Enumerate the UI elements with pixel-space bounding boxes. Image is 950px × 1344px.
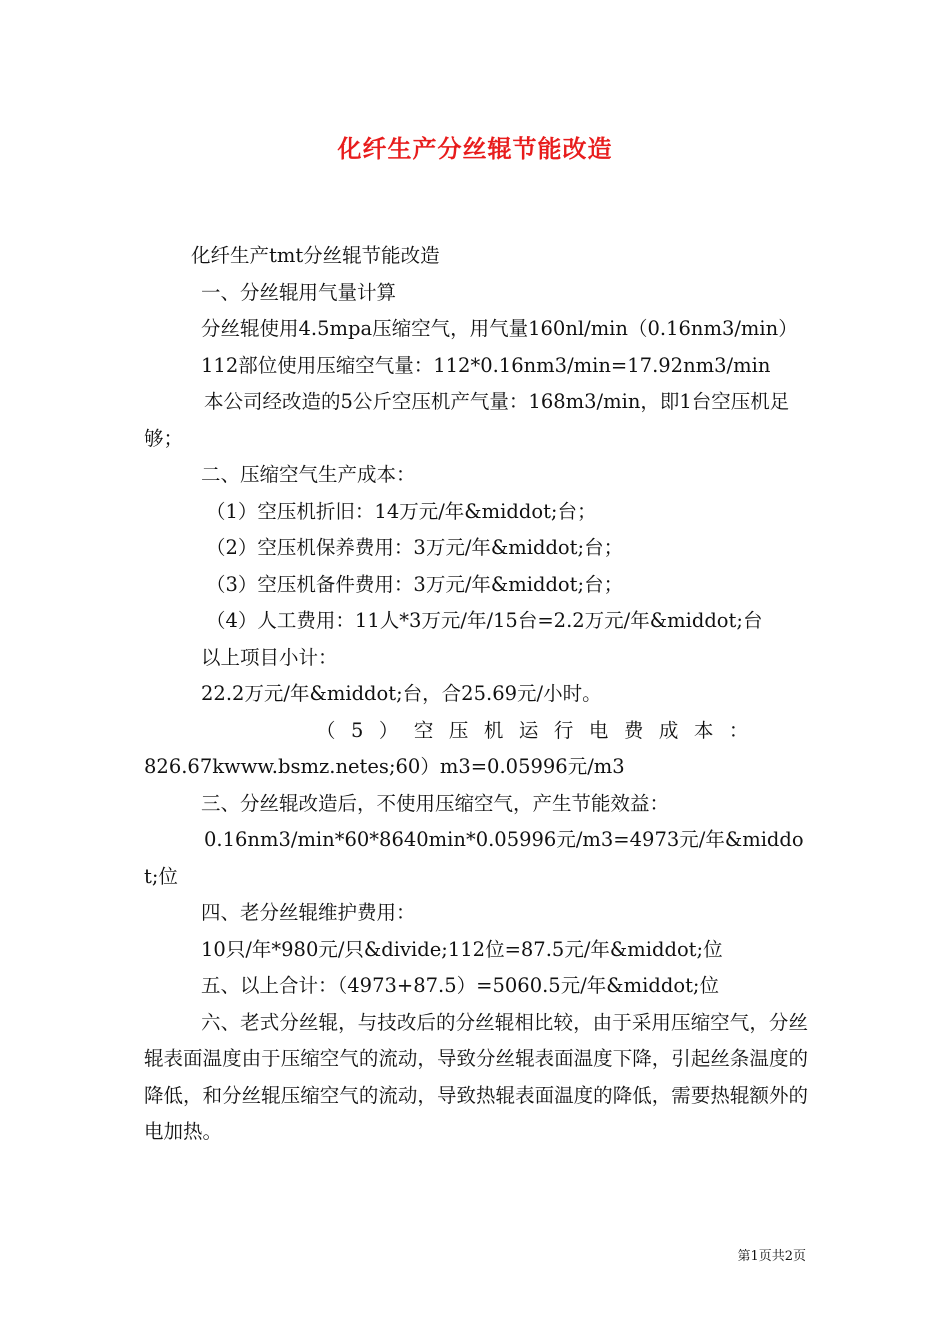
paragraph-section-1-heading: 一、分丝辊用气量计算	[201, 280, 397, 304]
paragraph-spare-parts: （3）空压机备件费用：3万元/年&middot;台；	[206, 572, 624, 596]
paragraph-total: 五、以上合计：（4973+87.5）=5060.5元/年&middot;位	[201, 974, 719, 997]
page-title: 化纤生产分丝辊节能改造	[337, 135, 613, 163]
paragraph-compressor-capacity: 本公司经改造的5公斤空压机产气量：168m3/min，即1台空压机足够；	[144, 390, 790, 450]
paragraph-maintenance-calc: 10只/年*980元/只&divide;112位=87.5元/年&middot;位	[201, 937, 723, 961]
paragraph-savings-calc: 0.16nm3/min*60*8640min*0.05996元/m3=4973元/年&middot;位	[144, 828, 804, 888]
document-body	[144, 238, 808, 1151]
paragraph-electricity-heading: （5）空压机运行电费成本：	[316, 718, 764, 742]
paragraph-electricity-value: 826.67kwww.bsmz.netes;60）m3=0.05996元/m3	[144, 755, 625, 778]
paragraph-section-4-heading: 四、老分丝辊维护费用：	[201, 901, 416, 924]
paragraph-subtitle: 化纤生产tmt分丝辊节能改造	[191, 244, 440, 267]
paragraph-section-3-heading: 三、分丝辊改造后，不使用压缩空气，产生节能效益：	[201, 791, 670, 815]
paragraph-total-air: 112部位使用压缩空气量：112*0.16nm3/min=17.92nm3/min	[201, 353, 771, 377]
paragraph-section-2-heading: 二、压缩空气生产成本：	[201, 463, 416, 486]
paragraph-subtotal-label: 以上项目小计：	[201, 645, 338, 669]
page-footer: 第1页共2页	[737, 1249, 806, 1264]
paragraph-subtotal-value: 22.2万元/年&middot;台，合25.69元/小时。	[201, 682, 602, 705]
paragraph-section-6: 六、老式分丝辊，与技改后的分丝辊相比较，由于采用压缩空气，分丝辊表面温度由于压缩空气的流动，导致分丝辊表面温度下降，引起丝条温度的降低，和分丝辊压缩空气的流动，导致热辊表面温度的降低，需要热辊额外的电加热。	[144, 1010, 808, 1143]
paragraph-maintenance: （2）空压机保养费用：3万元/年&middot;台；	[206, 536, 624, 559]
paragraph-air-usage: 分丝辊使用4.5mpa压缩空气，用气量160nl/min（0.16nm3/min）	[201, 317, 798, 340]
paragraph-depreciation: （1）空压机折旧：14万元/年&middot;台；	[206, 499, 597, 523]
paragraph-labor: （4）人工费用：11人*3万元/年/15台=2.2万元/年&middot;台	[206, 609, 763, 632]
